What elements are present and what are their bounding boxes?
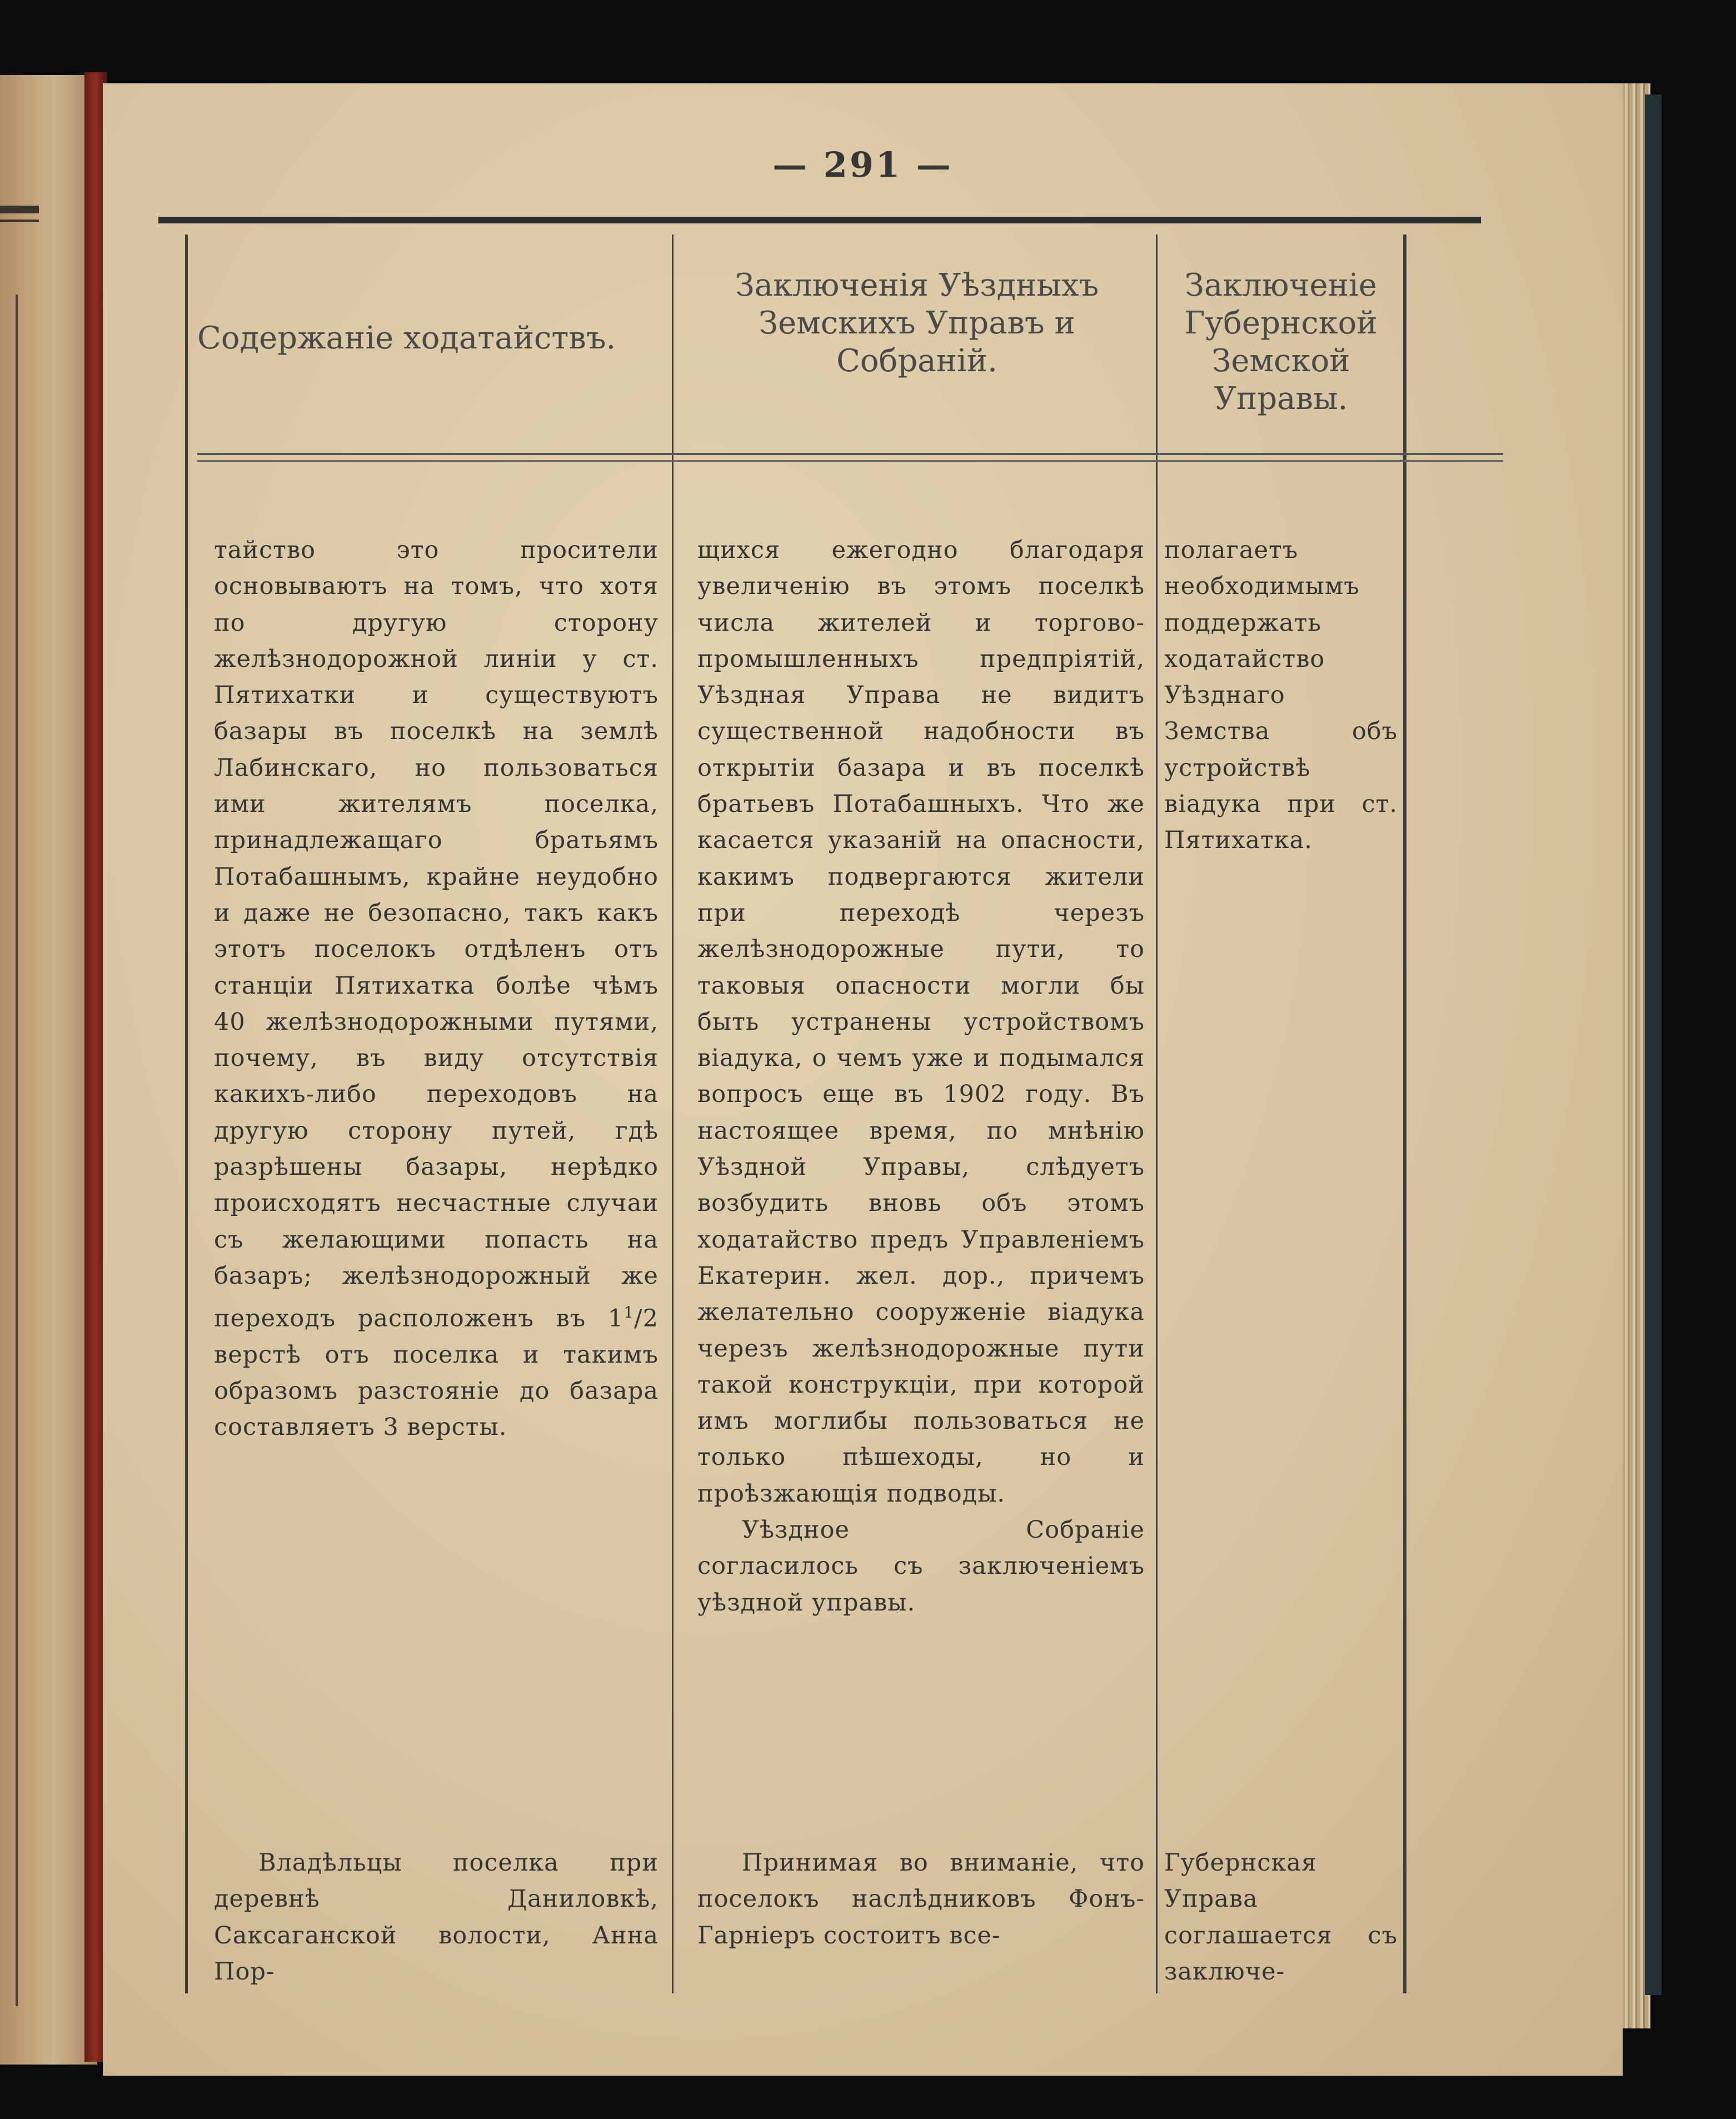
header-bottom-rule-thin [197, 460, 1503, 462]
section1-col1-main: тайство это просители основываютъ на томъ, что хотя по другую сторону желѣзнодорожной линіи у ст. Пятихатки и существуютъ базары въ поселкѣ на землѣ Лабинскаго, но пользоваться ими жителямъ поселка, принадлежащаго братьямъ Потабашнымъ, крайне неудобно и даже не безопасно, такъ какъ этотъ поселокъ отдѣленъ отъ станціи Пятихатка болѣе чѣмъ 40 желѣзнодорожными путями, почему, въ виду отсутствія какихъ-либо переходовъ на другую сторону путей, гдѣ разрѣшены базары, нерѣдко происходятъ несчастные случаи съ желающими попасть на базаръ; желѣзнодорожный же переходъ расположенъ въ [214, 536, 659, 1333]
section1-col1-tail: верстѣ отъ поселка и такимъ образомъ разстояніе до базара составляетъ 3 версты. [214, 1340, 659, 1442]
facing-page [0, 75, 97, 2065]
section1-col3-provincial-conclusion [1164, 532, 1398, 859]
header-col-provincial-conclusion: Заключеніе Губернской Земской Управы. [1184, 267, 1378, 417]
section1-col2-paragraph1: щихся ежегодно благодаря увеличенію въ этомъ поселкѣ числа жителей и торгово-промышленныхъ предпріятій, Уѣздная Управа не видитъ существенной надобности въ открытіи базара и въ поселкѣ братьевъ Потабашныхъ. Что же касается указаній на опасности, какимъ подвергаются жители при переходѣ черезъ желѣзнодорожные пути, то таковыя опасности могли бы быть устранены устройствомъ віадука, о чемъ уже и подымался вопросъ еще въ 1902 году. Въ настоящее время, по мнѣнію Уѣздной Управы, слѣдуетъ возбудить вновь объ этомъ ходатайство предъ Управленіемъ Екатерин. жел. дор., причемъ желательно сооруженіе віадука черезъ желѣзнодорожные пути такой конструкціи, при которой имъ моглибы пользоваться не только пѣшеходы, но и проѣзжающія подводы. [697, 536, 1145, 1508]
section1-col3-text: полагаетъ необходимымъ поддержать ходатайство Уѣзднаго Земства объ устройствѣ віадука при ст. Пятихатка. [1164, 536, 1398, 855]
section1-col2-district-conclusion [697, 532, 1145, 1621]
section1-col1-request [214, 532, 659, 1446]
column-divider-2 [1156, 235, 1158, 1993]
header-col-district-conclusions: Заключенія Уѣздныхъ Земскихъ Управъ и Собраній. [735, 267, 1099, 379]
section2-col2-text: Принимая во вниманіе, что поселокъ наслѣдниковъ Фонъ-Гарніеръ состоитъ все- [697, 1849, 1145, 1950]
facing-page-column-line [16, 295, 18, 2006]
table-left-border [185, 235, 188, 1993]
book-cover-edge [1645, 94, 1662, 1995]
fraction-numerator: 1 [623, 1303, 635, 1322]
page-number: — 291 — [772, 144, 953, 185]
table-top-rule [158, 217, 1481, 223]
column-divider-1 [672, 235, 674, 1993]
header-col-requests: Содержанie ходатайствъ. [197, 320, 616, 356]
facing-page-rule-thin [0, 220, 39, 222]
fraction-denominator: /2 [634, 1304, 659, 1333]
section2-col3-provincial-conclusion [1164, 1845, 1398, 1990]
section2-col3-text: Губернская Управа соглашается съ заключе- [1164, 1849, 1398, 1986]
book-page [103, 83, 1623, 2076]
header-bottom-rule [197, 453, 1503, 455]
fraction-whole: 1 [607, 1304, 624, 1333]
facing-page-rule [0, 206, 39, 213]
section1-col2-paragraph2: Уѣздное Собраніе согласилось съ заключеніемъ уѣздной управы. [697, 1516, 1145, 1617]
section2-col1-text: Владѣльцы поселка при деревнѣ Даниловкѣ, Саксаганской волости, Анна Пор- [214, 1849, 659, 1986]
section1-col1-text [214, 532, 659, 1446]
section2-col2-district-conclusion [697, 1845, 1145, 1954]
section2-col1-request [214, 1845, 659, 1990]
table-right-border [1403, 235, 1406, 1993]
